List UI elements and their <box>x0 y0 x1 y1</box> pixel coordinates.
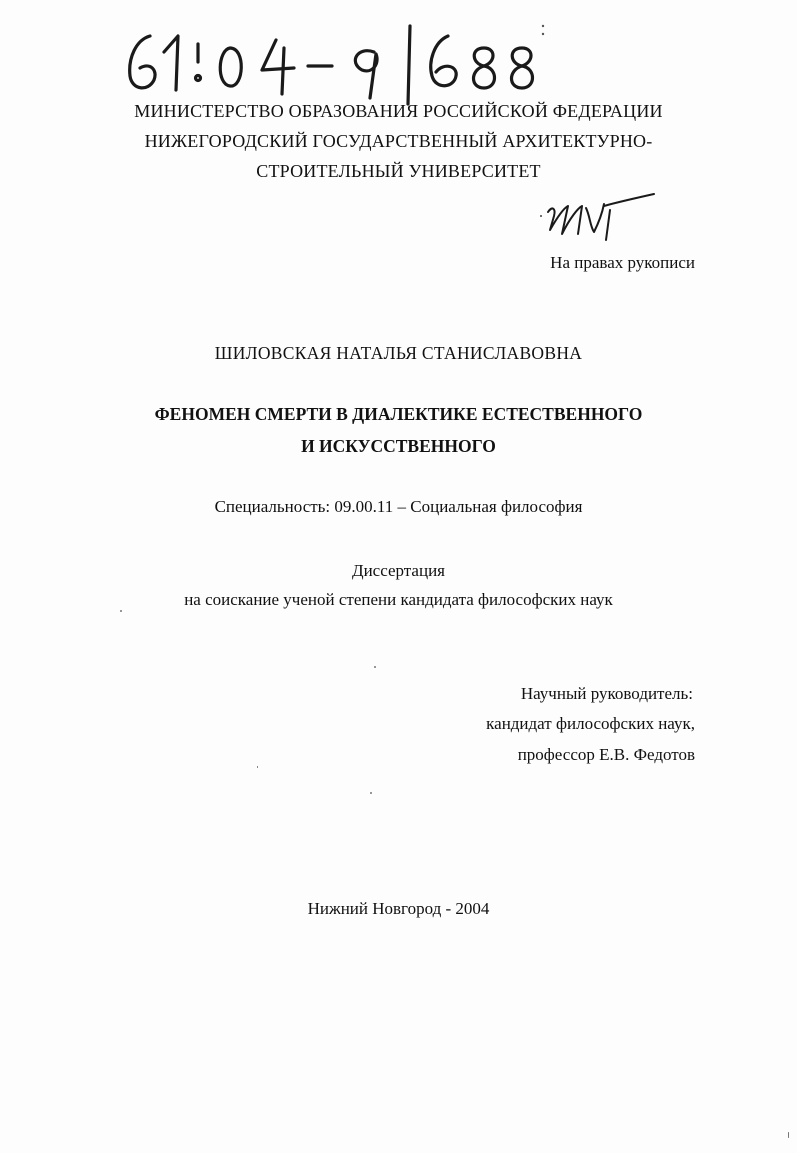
specialty-line: Специальность: 09.00.11 – Социальная философия <box>214 497 583 516</box>
scan-speck <box>788 1132 789 1138</box>
scan-speck <box>370 792 372 794</box>
supervisor-label: Научный руководитель: <box>520 684 693 703</box>
scan-speck <box>374 666 376 668</box>
dissertation-title-line2: И ИСКУССТВЕННОГО <box>301 436 496 456</box>
dissertation-label: Диссертация <box>351 561 445 580</box>
handwritten-archive-code <box>118 18 548 108</box>
degree-purpose: на соискание ученой степени кандидата философских наук <box>184 590 613 609</box>
supervisor-name: профессор Е.В. Федотов <box>517 745 695 764</box>
scan-speck <box>257 766 258 768</box>
dissertation-title-line1: ФЕНОМЕН СМЕРТИ В ДИАЛЕКТИКЕ ЕСТЕСТВЕННОГО <box>154 404 643 424</box>
scan-speck <box>120 610 122 612</box>
supervisor-degree: кандидат философских наук, <box>486 714 695 733</box>
handwritten-signature <box>538 186 658 246</box>
university-heading-line1: НИЖЕГОРОДСКИЙ ГОСУДАРСТВЕННЫЙ АРХИТЕКТУРНО- <box>144 131 653 151</box>
ministry-heading: МИНИСТЕРСТВО ОБРАЗОВАНИЯ РОССИЙСКОЙ ФЕДЕРАЦИИ <box>134 101 663 121</box>
manuscript-rights-note: На правах рукописи <box>550 253 695 272</box>
university-heading-line2: СТРОИТЕЛЬНЫЙ УНИВЕРСИТЕТ <box>256 161 541 181</box>
city-year: Нижний Новгород - 2004 <box>307 899 490 918</box>
author-name: ШИЛОВСКАЯ НАТАЛЬЯ СТАНИСЛАВОВНА <box>214 343 583 363</box>
